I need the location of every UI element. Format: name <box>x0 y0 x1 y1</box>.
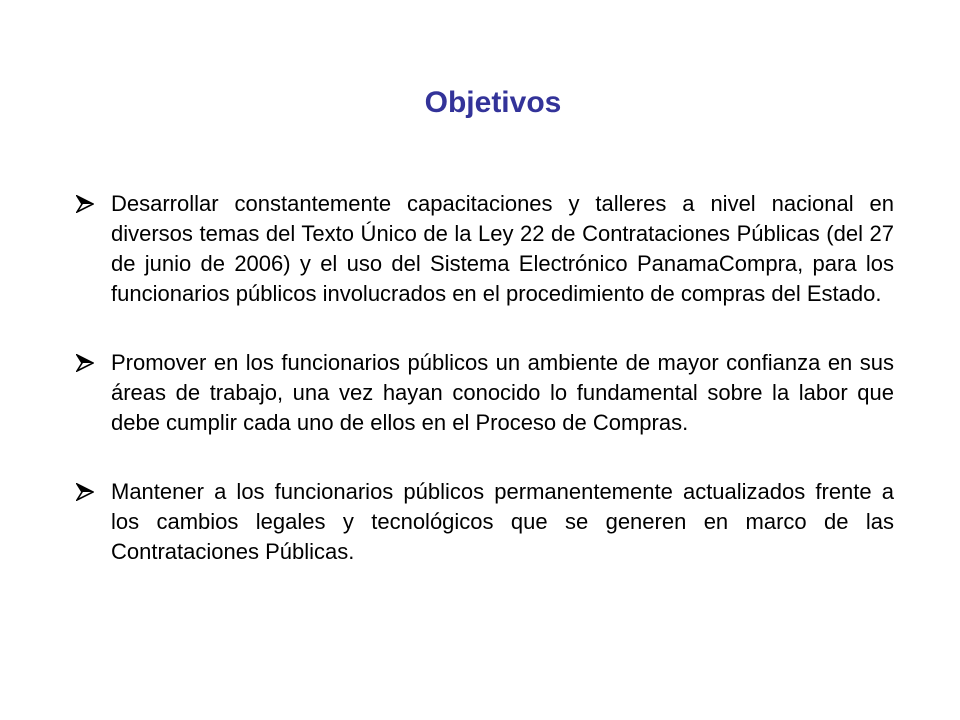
bullet-text-1: Desarrollar constantemente capacitaciones y talleres a nivel nacional en diversos temas del Texto Único de la Ley 22 de Contrataciones Públicas (del 27 de junio de 2006) y el uso del Sistema Electrónico PanamaCompra, para los funcionarios públicos involucrados en el procedimiento de compras del Estado. <box>111 191 894 306</box>
bullet-text-2: Promover en los funcionarios públicos un ambiente de mayor confianza en sus áreas de trabajo, una vez hayan conocido lo fundamental sobre la labor que debe cumplir cada uno de ellos en el Proceso de Compras. <box>111 350 894 435</box>
arrowhead-icon <box>76 189 111 219</box>
arrowhead-icon <box>76 348 111 378</box>
slide-title: Objetivos <box>424 86 562 119</box>
arrowhead-icon <box>76 477 111 507</box>
bullet-item-2 <box>76 348 894 438</box>
bullet-item-3 <box>76 477 894 567</box>
bullet-text-3: Mantener a los funcionarios públicos permanentemente actualizados frente a los cambios legales y tecnológicos que se generen en marco de las Contrataciones Públicas. <box>111 479 894 564</box>
bullet-list <box>76 189 894 606</box>
bullet-item-1 <box>76 189 894 309</box>
